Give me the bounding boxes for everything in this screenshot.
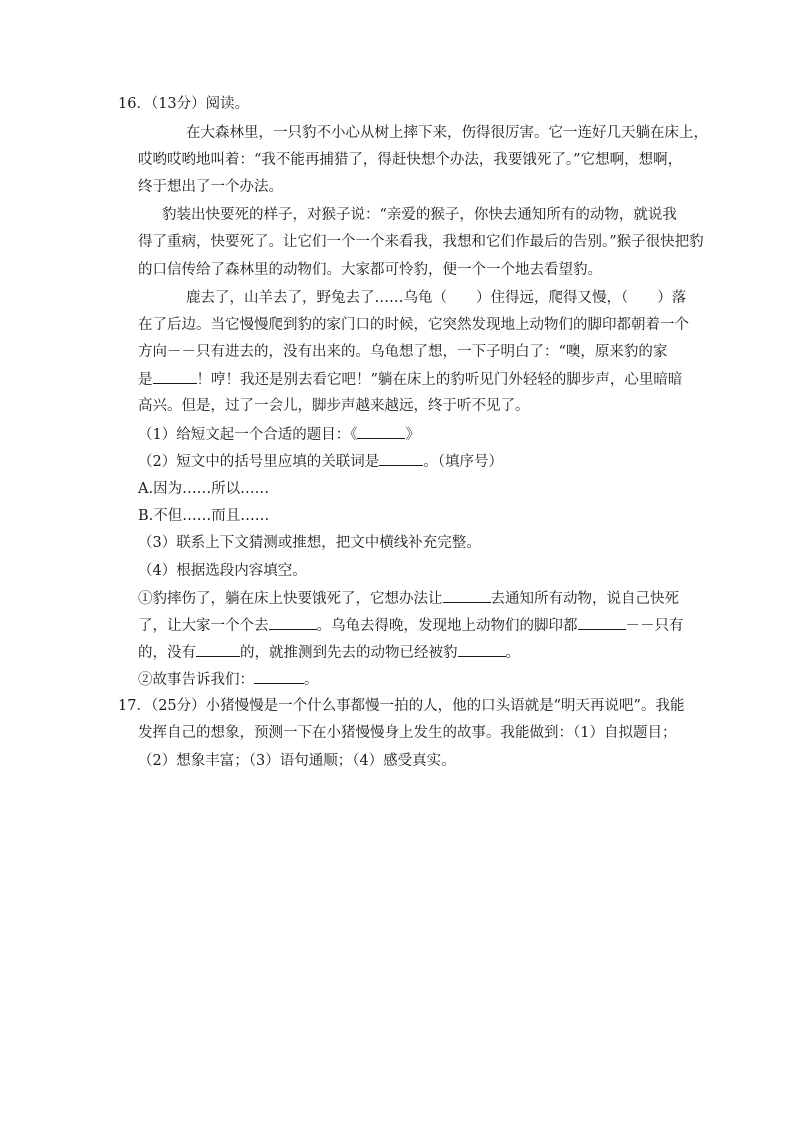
text-fragment: 的，没有: [138, 645, 196, 661]
passage-paragraph-3-line-2: 在了后边。当它慢慢爬到豹的家门口的时候，它突然发现地上动物们的脚印都朝着一个: [138, 317, 689, 333]
text-fragment: 》: [405, 427, 420, 443]
sub-question-1: [138, 424, 420, 445]
passage-paragraph-1-line-2: 哎哟哎哟地叫着：“我不能再捕猎了，得赶快想个办法，我要饿死了。”它想啊，想啊，: [138, 152, 683, 168]
answer-blank[interactable]: [443, 588, 491, 603]
passage-paragraph-3-line-3: 方向－－只有进去的，没有出来的。乌龟想了想，一下子明白了：“噢，原来豹的家: [138, 344, 668, 360]
sub-question-3: （3）联系上下文猜测或推想，把文中横线补充完整。: [138, 535, 481, 551]
question-17-line-2: 发挥自己的想象，预测一下在小猪慢慢身上发生的故事。我能做到：（1）自拟题目；: [138, 725, 677, 741]
option-a: A.因为……所以……: [138, 481, 270, 497]
fill-item-1-line-1: [138, 588, 679, 609]
text-fragment: 了，让大家一个个去: [138, 618, 269, 634]
text-fragment: －－只有: [625, 618, 684, 634]
question-17-line-1: 17．（25分）小猪慢慢是一个什么事都慢一拍的人，他的口头语就是“明天再说吧”。我能: [118, 698, 685, 714]
text-fragment: 。: [304, 672, 319, 688]
answer-blank[interactable]: [269, 615, 317, 630]
text-fragment: ②故事告诉我们：: [138, 672, 254, 688]
text-fragment: （1）给短文起一个合适的题目：《: [138, 427, 358, 443]
text-fragment: （2）短文中的括号里应填的关联词是: [138, 454, 380, 470]
text-fragment: 的，就推测到先去的动物已经被豹: [240, 645, 458, 661]
fill-item-1-line-3: [138, 642, 520, 663]
answer-blank[interactable]: [196, 642, 240, 657]
text-fragment: 去通知所有动物，说自己快死: [490, 591, 679, 607]
fill-item-2: [138, 669, 319, 690]
title-answer-blank[interactable]: [357, 424, 405, 439]
text-fragment: ①豹摔伤了，躺在床上快要饿死了，它想办法让: [138, 591, 443, 607]
question-17-line-3: （2）想象丰富；（3）语句通顺；（4）感受真实。: [138, 753, 456, 769]
answer-blank[interactable]: [153, 369, 197, 384]
option-b: B.不但……而且……: [138, 508, 270, 524]
text-fragment: 。乌龟去得晚，发现地上动物们的脚印都: [316, 618, 578, 634]
answer-blank[interactable]: [578, 615, 626, 630]
text-fragment: 是: [138, 372, 153, 388]
passage-paragraph-1-line-1: 在大森林里，一只豹不小心从树上摔下来，伤得很厉害。它一连好几天躺在床上，: [186, 125, 708, 141]
question-16-title: 16．（13分）阅读。: [118, 96, 250, 112]
conjunction-answer-blank[interactable]: [379, 451, 423, 466]
text-fragment: 。: [505, 645, 520, 661]
passage-paragraph-1-line-3: 终于想出了一个办法。: [138, 179, 283, 195]
passage-paragraph-3-line-5: 高兴。但是，过了一会儿，脚步声越来越远，终于听不见了。: [138, 398, 530, 414]
passage-paragraph-3-line-1: 鹿去了，山羊去了，野兔去了……乌龟（ ）住得远，爬得又慢，（ ）落: [186, 290, 687, 306]
answer-blank[interactable]: [254, 669, 304, 684]
passage-paragraph-2-line-1: 豹装出快要死的样子，对猴子说：“亲爱的猴子，你快去通知所有的动物，就说我: [162, 207, 677, 223]
text-fragment: ！哼！我还是别去看它吧！”躺在床上的豹听见门外轻轻的脚步声，心里暗暗: [196, 372, 683, 388]
answer-blank[interactable]: [458, 642, 506, 657]
sub-question-2: [138, 451, 503, 472]
sub-question-4: （4）根据选段内容填空。: [138, 563, 307, 579]
fill-item-1-line-2: [138, 615, 684, 636]
text-fragment: 。（填序号）: [423, 454, 503, 470]
passage-paragraph-2-line-3: 的口信传给了森林里的动物们。大家都可怜豹，便一个一个地去看望豹。: [138, 262, 602, 278]
passage-paragraph-3-line-4: [138, 369, 682, 390]
passage-paragraph-2-line-2: 得了重病，快要死了。让它们一个一个来看我，我想和它们作最后的告别。”猴子很快把豹: [138, 234, 704, 250]
